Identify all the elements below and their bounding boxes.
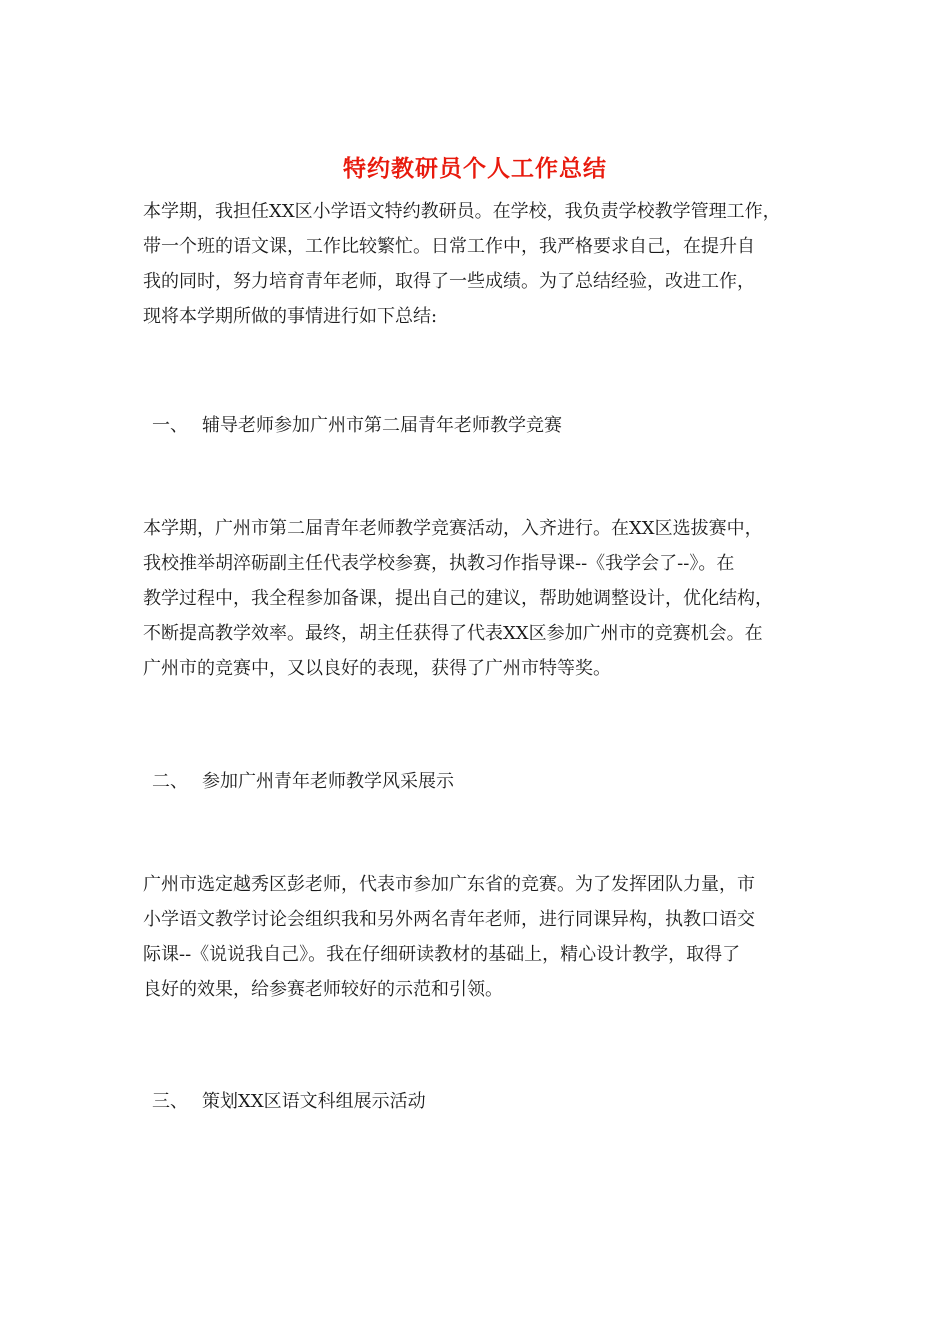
intro-line: 本学期，我担任XX区小学语文特约教研员。在学校，我负责学校教学管理工作， (143, 201, 781, 222)
intro-line: 现将本学期所做的事情进行如下总结: (143, 306, 438, 327)
section-number: 二、 (152, 771, 188, 792)
section-heading-text: 策划XX区语文科组展示活动 (202, 1091, 426, 1112)
section-heading-3 (152, 1088, 426, 1116)
page-title: 特约教研员个人工作总结 (343, 156, 607, 182)
section-number: 三、 (152, 1091, 188, 1112)
section-heading-1 (152, 412, 562, 440)
section-2-line: 小学语文教学讨论会组织我和另外两名青年老师，进行同课异构，执教口语交 (143, 909, 755, 930)
section-1-line: 我校推举胡淬砺副主任代表学校参赛，执教习作指导课--《我学会了--》。在 (143, 553, 735, 574)
section-1-line: 本学期，广州市第二届青年老师教学竞赛活动，入齐进行。在XX区选拔赛中， (143, 518, 763, 539)
intro-line: 带一个班的语文课，工作比较繁忙。日常工作中，我严格要求自己，在提升自 (143, 236, 755, 257)
section-1-line: 教学过程中，我全程参加备课，提出自己的建议，帮助她调整设计，优化结构， (143, 588, 773, 609)
section-heading-text: 辅导老师参加广州市第二届青年老师教学竞赛 (202, 415, 562, 436)
section-1-line: 不断提高教学效率。最终，胡主任获得了代表XX区参加广州市的竞赛机会。在 (143, 623, 763, 644)
section-heading-2 (152, 768, 454, 796)
section-1-line: 广州市的竞赛中，又以良好的表现，获得了广州市特等奖。 (143, 658, 611, 679)
section-heading-text: 参加广州青年老师教学风采展示 (202, 771, 454, 792)
section-2-line: 良好的效果，给参赛老师较好的示范和引领。 (143, 979, 503, 1000)
section-2-line: 广州市选定越秀区彭老师，代表市参加广东省的竞赛。为了发挥团队力量，市 (143, 874, 755, 895)
intro-line: 我的同时，努力培育青年老师，取得了一些成绩。为了总结经验，改进工作， (143, 271, 755, 292)
section-2-line: 际课--《说说我自己》。我在仔细研读教材的基础上，精心设计教学，取得了 (143, 944, 741, 965)
section-number: 一、 (152, 415, 188, 436)
